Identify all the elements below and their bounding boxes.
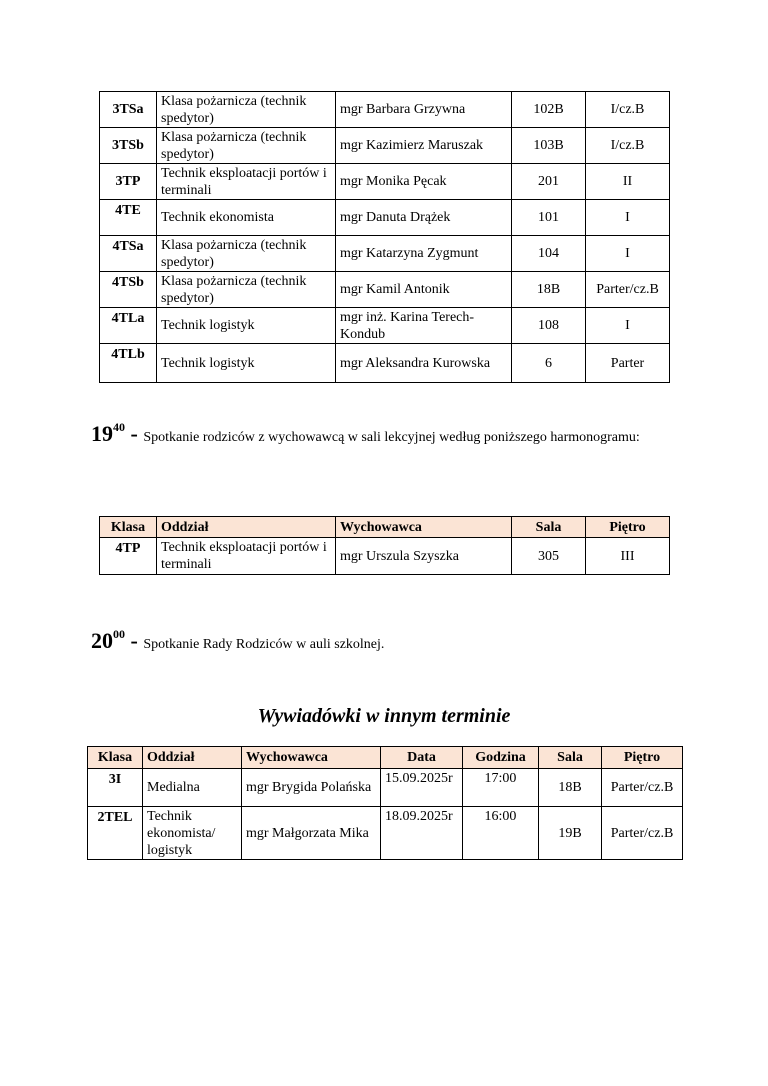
cell-godzina: 17:00 <box>463 769 539 807</box>
header-klasa: Klasa <box>88 747 143 769</box>
cell-wychowawca: mgr Kazimierz Maruszak <box>336 128 512 164</box>
cell-wychowawca: mgr Barbara Grzywna <box>336 92 512 128</box>
cell-pietro: Parter/cz.B <box>602 807 683 860</box>
cell-klasa: 4TE <box>100 200 157 236</box>
cell-oddzial: Technik logistyk <box>157 344 336 383</box>
cell-oddzial: Klasa pożarnicza (technik spedytor) <box>157 92 336 128</box>
meeting-2000 <box>91 627 384 654</box>
cell-sala: 108 <box>512 308 586 344</box>
table-row <box>100 164 670 200</box>
class-table <box>99 91 670 383</box>
header-pietro: Piętro <box>602 747 683 769</box>
cell-sala: 103B <box>512 128 586 164</box>
table-row <box>100 308 670 344</box>
table-row <box>100 128 670 164</box>
cell-pietro: I/cz.B <box>586 92 670 128</box>
header-oddzial: Oddział <box>157 517 336 538</box>
header-pietro: Piętro <box>586 517 670 538</box>
meeting-description: Spotkanie Rady Rodziców w auli szkolnej. <box>143 637 385 652</box>
cell-sala: 6 <box>512 344 586 383</box>
cell-data: 15.09.2025r <box>381 769 463 807</box>
table-row <box>100 92 670 128</box>
table-row <box>100 272 670 308</box>
cell-data: 18.09.2025r <box>381 807 463 860</box>
meeting-description: Spotkanie rodziców z wychowawcą w sali lekcyjnej według poniższego harmonogramu: <box>143 430 640 445</box>
table-row <box>88 769 683 807</box>
cell-pietro: I <box>586 308 670 344</box>
table-row <box>100 344 670 383</box>
cell-oddzial: Technik logistyk <box>157 308 336 344</box>
cell-pietro: I <box>586 200 670 236</box>
cell-wychowawca: mgr Katarzyna Zygmunt <box>336 236 512 272</box>
cell-pietro: Parter/cz.B <box>602 769 683 807</box>
cell-pietro: I/cz.B <box>586 128 670 164</box>
cell-wychowawca: mgr Kamil Antonik <box>336 272 512 308</box>
cell-sala: 19B <box>539 807 602 860</box>
header-wychowawca: Wychowawca <box>336 517 512 538</box>
cell-klasa: 4TSb <box>100 272 157 308</box>
table-header-row <box>88 747 683 769</box>
table-row <box>100 236 670 272</box>
table-row <box>100 538 670 575</box>
cell-klasa: 4TLb <box>100 344 157 383</box>
class-table-body <box>100 92 670 383</box>
cell-sala: 201 <box>512 164 586 200</box>
cell-klasa: 3TP <box>100 164 157 200</box>
meeting-time: $19^{40}$ - <box>91 420 144 446</box>
cell-pietro: III <box>586 538 670 575</box>
cell-oddzial: Klasa pożarnicza (technik spedytor) <box>157 272 336 308</box>
cell-pietro: Parter/cz.B <box>586 272 670 308</box>
meeting-1940 <box>91 420 640 447</box>
cell-klasa: 3TSa <box>100 92 157 128</box>
table-row <box>100 200 670 236</box>
cell-wychowawca: mgr Monika Pęcak <box>336 164 512 200</box>
cell-wychowawca: mgr Małgorzata Mika <box>242 807 381 860</box>
cell-klasa: 3I <box>88 769 143 807</box>
cell-sala: 18B <box>512 272 586 308</box>
table-row <box>88 807 683 860</box>
cell-klasa: 4TLa <box>100 308 157 344</box>
cell-wychowawca: mgr inż. Karina Terech-Kondub <box>336 308 512 344</box>
header-sala: Sala <box>512 517 586 538</box>
cell-klasa: 2TEL <box>88 807 143 860</box>
cell-sala: 104 <box>512 236 586 272</box>
header-godzina: Godzina <box>463 747 539 769</box>
cell-oddzial: Technik ekonomista/ logistyk <box>143 807 242 860</box>
header-klasa: Klasa <box>100 517 157 538</box>
cell-wychowawca: mgr Brygida Polańska <box>242 769 381 807</box>
section-title: Wywiadówki w innym terminie <box>257 705 511 727</box>
cell-wychowawca: mgr Aleksandra Kurowska <box>336 344 512 383</box>
cell-wychowawca: mgr Urszula Szyszka <box>336 538 512 575</box>
cell-oddzial: Technik eksploatacji portów i terminali <box>157 538 336 575</box>
cell-pietro: II <box>586 164 670 200</box>
cell-klasa: 3TSb <box>100 128 157 164</box>
cell-klasa: 4TP <box>100 538 157 575</box>
header-oddzial: Oddział <box>143 747 242 769</box>
cell-wychowawca: mgr Danuta Drążek <box>336 200 512 236</box>
cell-oddzial: Technik eksploatacji portów i terminali <box>157 164 336 200</box>
cell-oddzial: Technik ekonomista <box>157 200 336 236</box>
header-wychowawca: Wychowawca <box>242 747 381 769</box>
cell-sala: 101 <box>512 200 586 236</box>
cell-oddzial: Klasa pożarnicza (technik spedytor) <box>157 236 336 272</box>
meeting-table <box>99 516 670 575</box>
meeting-time: $20^{00}$ - <box>91 627 144 653</box>
cell-klasa: 4TSa <box>100 236 157 272</box>
cell-oddzial: Klasa pożarnicza (technik spedytor) <box>157 128 336 164</box>
other-dates-table <box>87 746 683 860</box>
cell-oddzial: Medialna <box>143 769 242 807</box>
table-header-row <box>100 517 670 538</box>
cell-sala: 18B <box>539 769 602 807</box>
cell-pietro: Parter <box>586 344 670 383</box>
cell-godzina: 16:00 <box>463 807 539 860</box>
cell-sala: 102B <box>512 92 586 128</box>
cell-pietro: I <box>586 236 670 272</box>
cell-sala: 305 <box>512 538 586 575</box>
header-sala: Sala <box>539 747 602 769</box>
header-data: Data <box>381 747 463 769</box>
